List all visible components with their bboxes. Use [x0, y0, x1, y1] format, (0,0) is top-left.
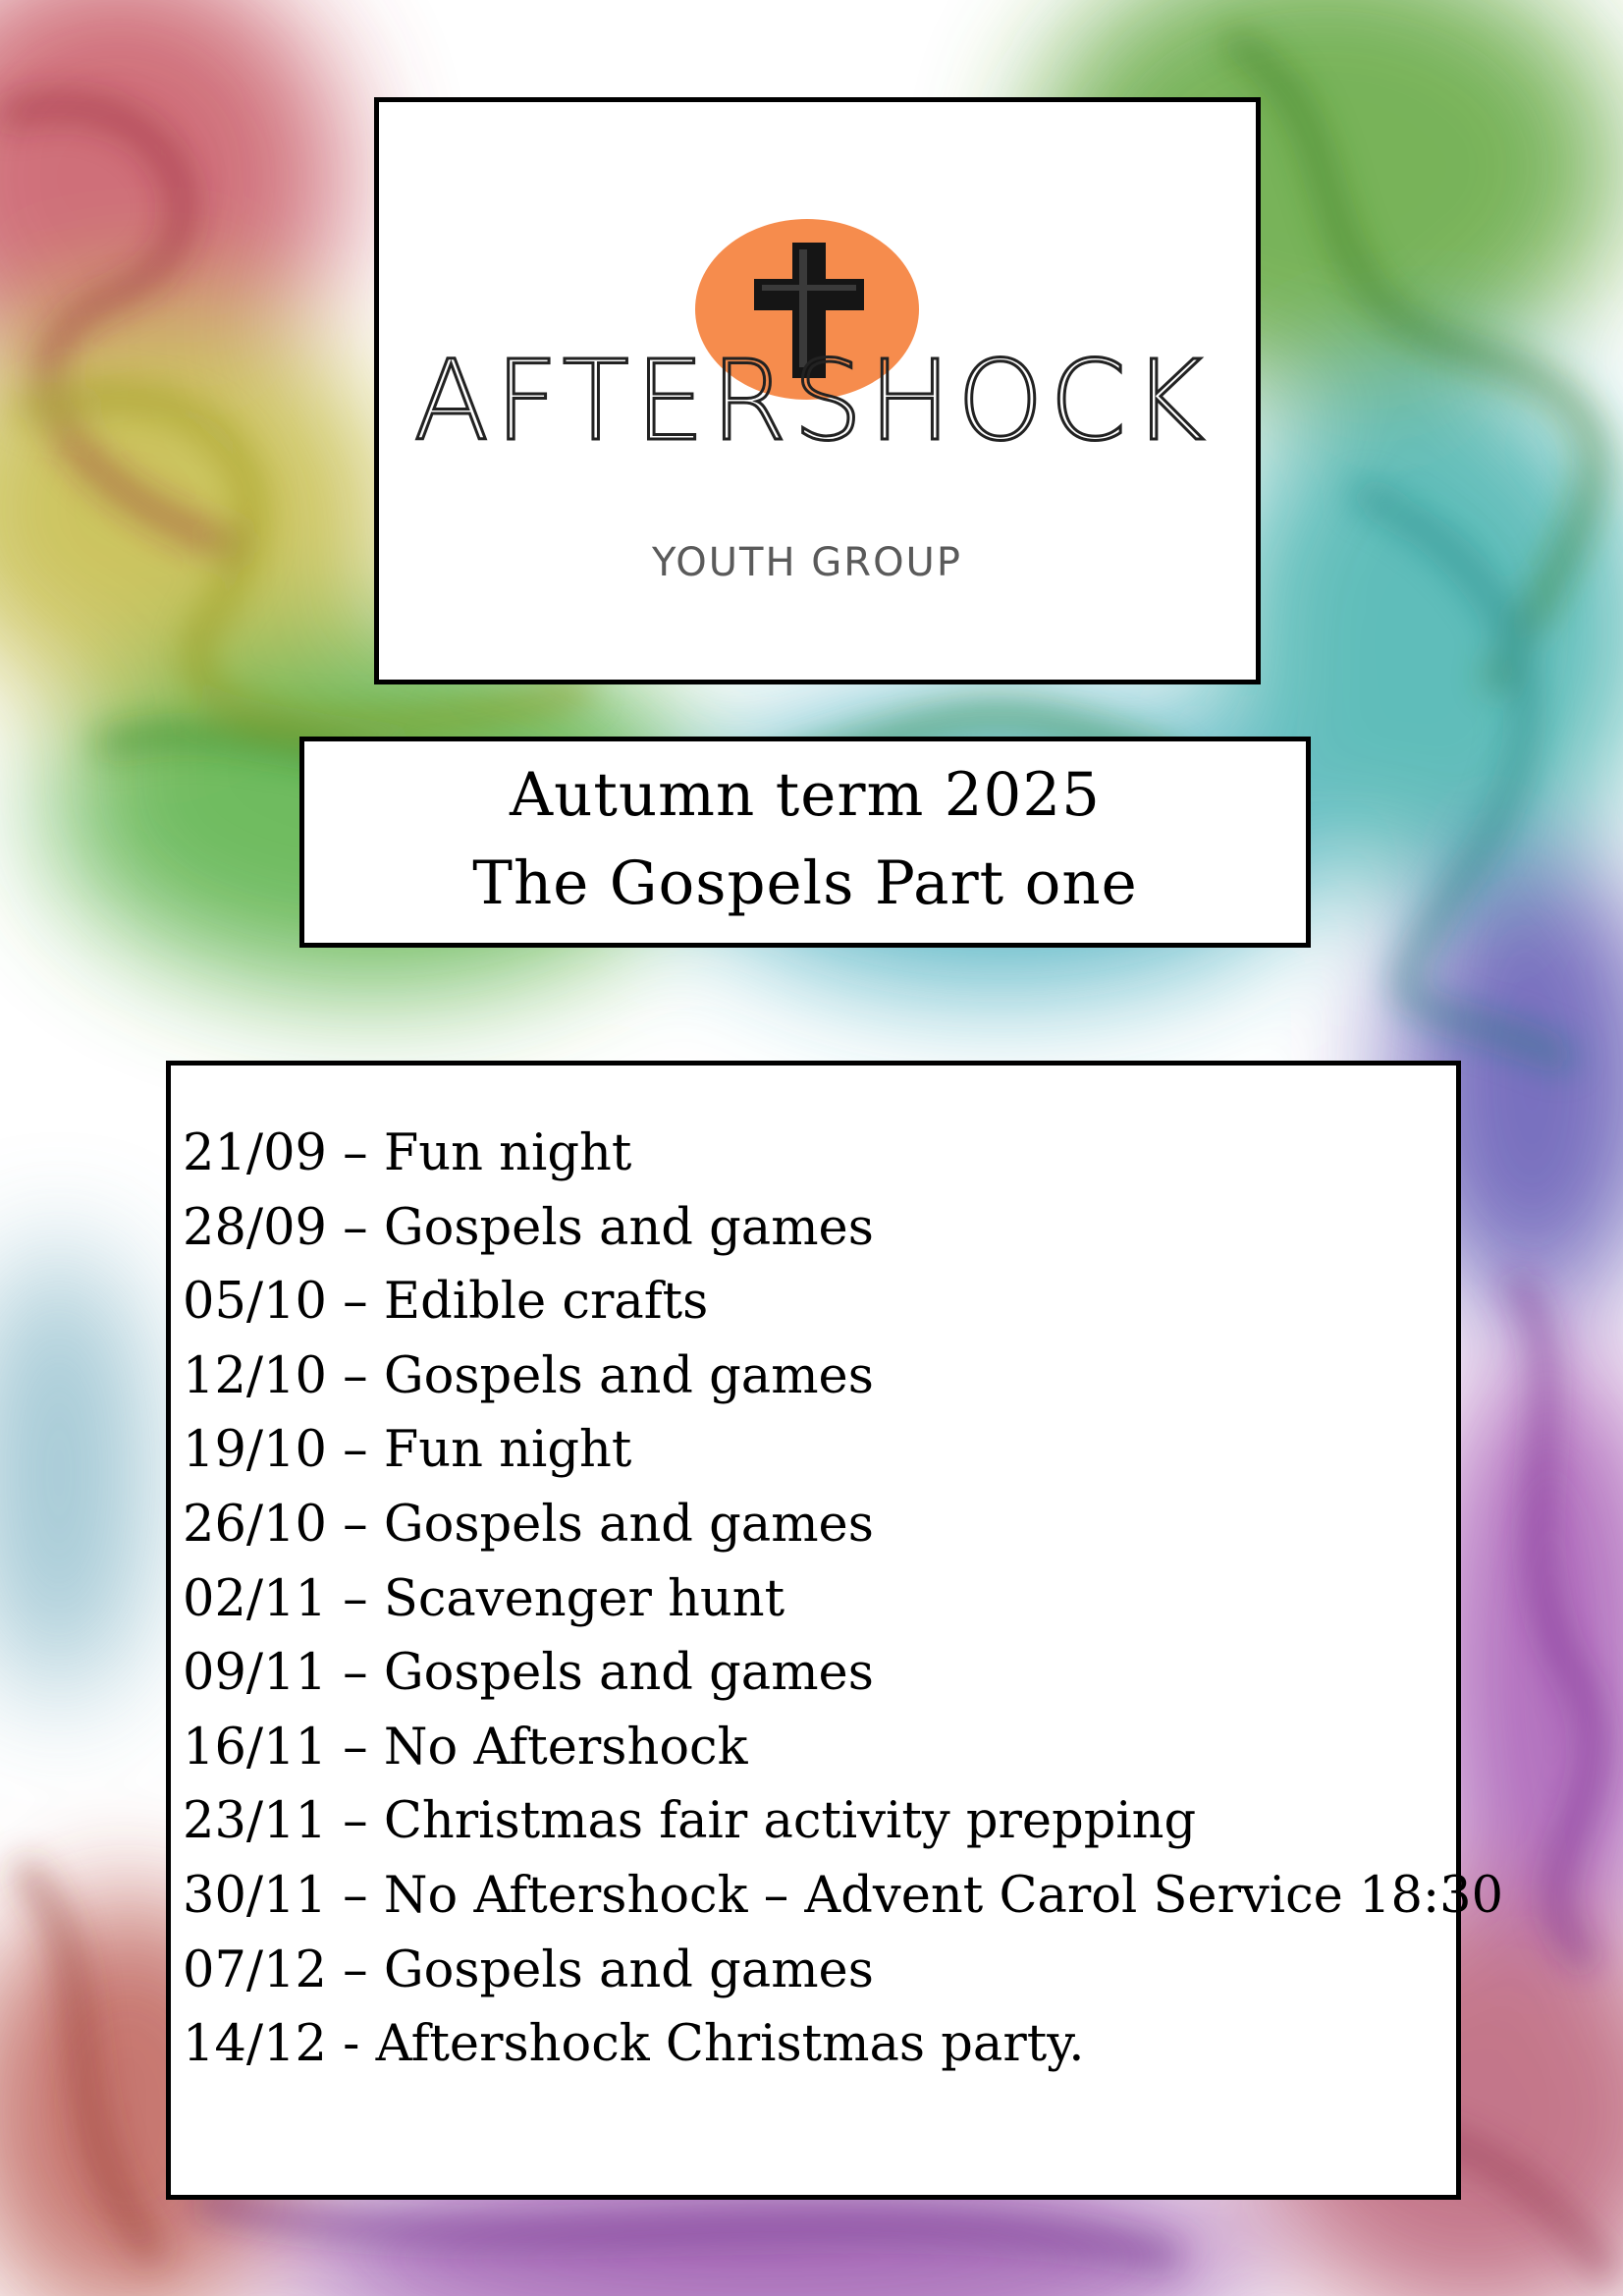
logo-panel — [374, 97, 1261, 684]
logo-name: AFTERSHOCK — [413, 338, 1211, 465]
schedule-item: 21/09 – Fun night — [183, 1124, 632, 1182]
schedule-item: 07/12 – Gospels and games — [183, 1941, 874, 1999]
schedule-panel — [166, 1061, 1504, 2200]
schedule-item: 12/10 – Gospels and games — [183, 1346, 874, 1405]
schedule-item: 23/11 – Christmas fair activity prepping — [183, 1792, 1197, 1851]
title-panel — [299, 737, 1311, 948]
schedule-item: 02/11 – Scavenger hunt — [183, 1569, 785, 1628]
schedule-item: 09/11 – Gospels and games — [183, 1644, 874, 1703]
schedule-item: 05/10 – Edible crafts — [183, 1273, 709, 1332]
schedule-item: 26/10 – Gospels and games — [183, 1495, 874, 1554]
schedule-item: 16/11 – No Aftershock — [183, 1718, 748, 1777]
aftershock-logo — [379, 102, 1256, 680]
schedule-item: 19/10 – Fun night — [183, 1421, 632, 1480]
logo-subtitle: YOUTH GROUP — [652, 540, 962, 585]
schedule-list — [183, 1117, 1503, 2082]
schedule-item: 14/12 - Aftershock Christmas party. — [183, 2015, 1085, 2074]
schedule-item: 30/11 – No Aftershock – Advent Carol Service 18:30 — [183, 1866, 1504, 1925]
schedule-item: 28/09 – Gospels and games — [183, 1198, 874, 1257]
term-title: Autumn term 2025 — [510, 760, 1101, 830]
series-title: The Gospels Part one — [472, 848, 1138, 918]
